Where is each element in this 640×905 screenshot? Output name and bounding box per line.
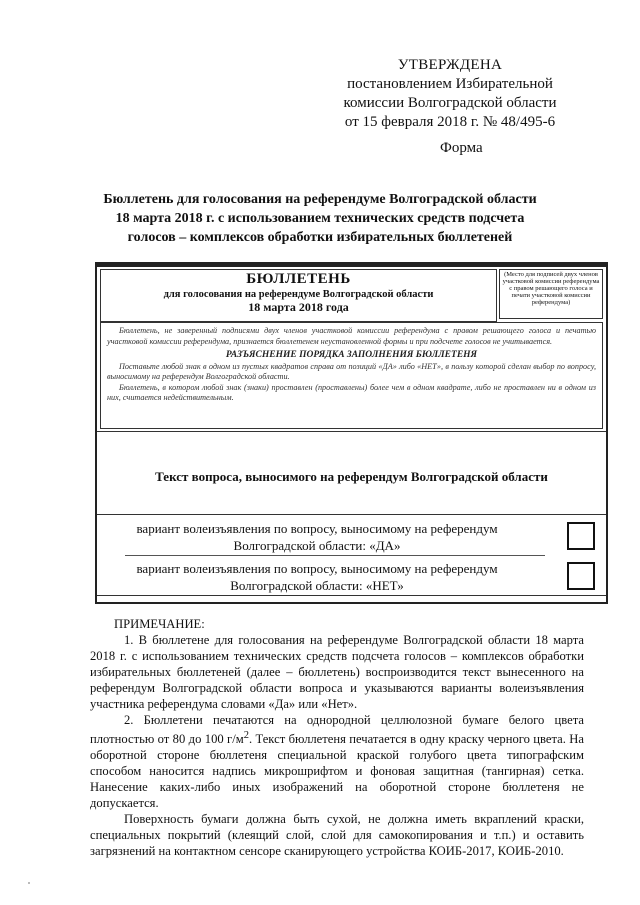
notes-paragraph (90, 712, 584, 811)
instructions-paragraph: Поставьте любой знак в одном из пустых квадратов справа от позиций «ДА» либо «НЕТ», в пользу которой сделан выбор по вопросу, выносимому на референдум Волгоградской области. (107, 361, 596, 381)
option-separator (125, 555, 545, 556)
notes-paragraph: 1. В бюллетене для голосования на референдуме Волгоградской области 18 марта 2018 г. с использованием технических средств подсчета голосов – комплексов обработки избирательных бюллетеней (далее – бюллетень) воспроизводится текст вынесенного на референдум Волгоградской области вопроса и указываются варианты волеизъявления участника референдума словами «Да» или «Нет». (90, 633, 584, 711)
signature-stamp-box: (Место для подписей двух членов участковой комиссии референдума с правом решающего голоса и печати участковой комиссии референдума) (499, 269, 603, 319)
option-yes-line: вариант волеизъявления по вопросу, выносимому на референдум (136, 521, 498, 536)
heading-line: 18 марта 2018 г. с использованием технических средств подсчета (115, 211, 525, 226)
approval-line: постановлением Избирательной (347, 76, 553, 92)
instructions-title: РАЗЪЯСНЕНИЕ ПОРЯДКА ЗАПОЛНЕНИЯ БЮЛЛЕТЕНЯ (225, 350, 478, 360)
instructions-paragraph: Бюллетень, в котором любой знак (знаки) проставлен (проставлены) более чем в одном квадрате, либо не проставлен ни в одном из них, считается недействительным. (107, 382, 596, 402)
divider (97, 514, 606, 515)
notes-paragraph: Поверхность бумаги должна быть сухой, не должна иметь вкраплений краски, специальных покрытий (клеящий слой, слой для самокопирования и т.п.) и оставить загрязнений на контактном сенсоре сканирующего устройства КОИБ-2017, КОИБ-2010. (90, 812, 584, 859)
approval-title: УТВЕРЖДЕНА (397, 57, 503, 73)
heading-line: голосов – комплексов обработки избирательных бюллетеней (127, 230, 513, 245)
approval-block (300, 56, 600, 132)
ballot-date: 18 марта 2018 года (248, 300, 349, 314)
approval-line: от 15 февраля 2018 г. № 48/495-6 (344, 114, 556, 130)
ballot-top-border (97, 264, 606, 267)
ballot-title: БЮЛЛЕТЕНЬ (246, 271, 351, 287)
divider (97, 595, 606, 596)
option-yes-checkbox[interactable] (567, 522, 595, 550)
option-no-label (112, 560, 522, 594)
divider (97, 431, 606, 432)
notes-paragraph-part: . Текст бюллетеня печатается в одну краску черного цвета. На оборотной стороне бюллетеня специальной краской голубого цвета типографским способом наносится надпись микрошрифтом и фоновая защитная (тангирная) сетка. Нанесение каких-либо иных изображений на оборотной стороне бюллетеня не допускается. (90, 732, 584, 811)
option-no-line: Волгоградской области: «НЕТ» (230, 578, 404, 593)
ballot-form (95, 262, 608, 604)
document-heading (80, 190, 560, 247)
approval-line: комиссии Волгоградской области (343, 95, 557, 111)
notes-title: ПРИМЕЧАНИЕ: (114, 617, 205, 631)
form-label: Форма (440, 140, 483, 156)
ballot-subtitle: для голосования на референдуме Волгоградской области (163, 289, 434, 300)
superscript: 2 (243, 730, 249, 741)
page-speck (28, 882, 30, 884)
ballot-title-box (100, 269, 497, 322)
option-yes-line: Волгоградской области: «ДА» (233, 538, 401, 553)
notes-paragraph-part: 2. Бюллетени печатаются на однородной целлюлозной бумаге белого цвета плотностью от 80 до 100 г/м (90, 713, 584, 747)
option-yes-label (112, 520, 522, 554)
option-no-checkbox[interactable] (567, 562, 595, 590)
referendum-question: Текст вопроса, выносимого на референдум Волгоградской области (155, 469, 548, 484)
ballot-warning: Бюллетень, не заверенный подписями двух членов участковой комиссии референдума с правом решающего голоса и печатью участковой комиссии референдума, признается бюллетенем неустановленной формы и при подсчете голосов не учитывается. (107, 326, 596, 346)
heading-line: Бюллетень для голосования на референдуме Волгоградской области (103, 192, 537, 207)
option-no-line: вариант волеизъявления по вопросу, выносимому на референдум (136, 561, 498, 576)
instructions-box (100, 322, 603, 429)
notes-section (90, 616, 584, 859)
